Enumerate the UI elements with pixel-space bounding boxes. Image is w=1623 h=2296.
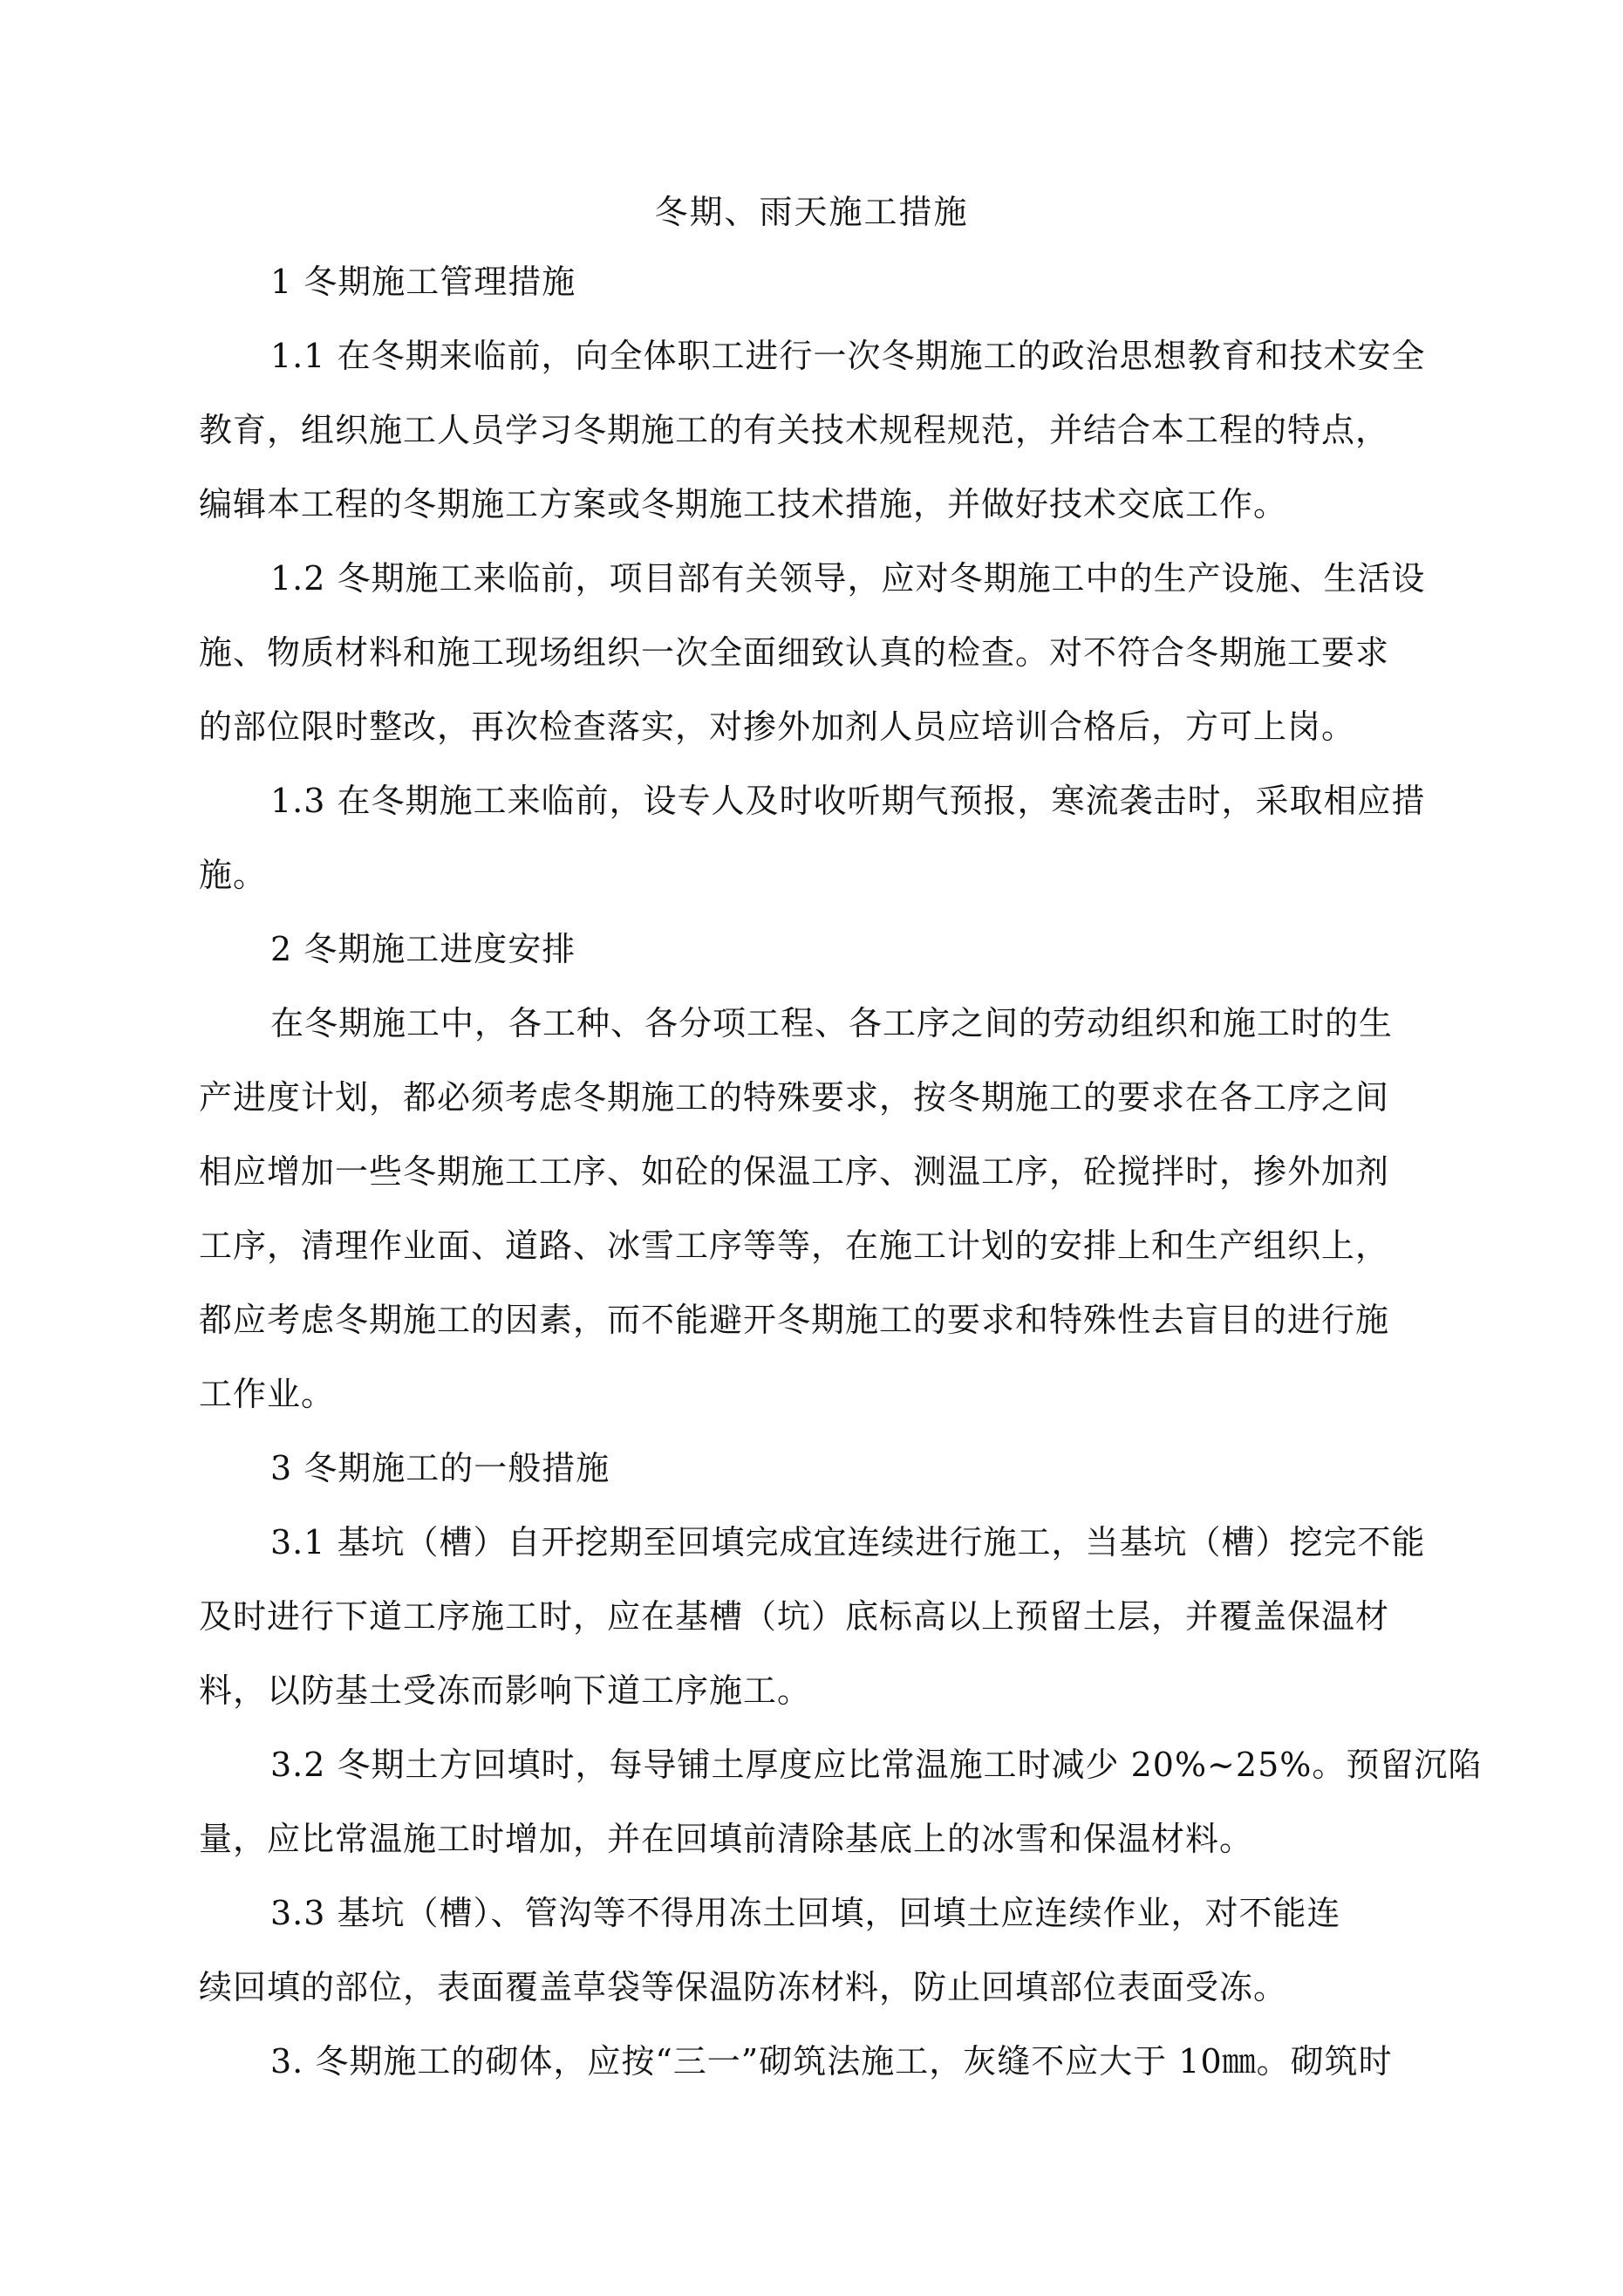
paragraph-line: 工作业。 (199, 1375, 336, 1413)
paragraph-line: 1.3 在冬期施工来临前，设专人及时收听期气预报，寒流袭击时，采取相应措 (270, 782, 1426, 820)
heading-3: 3 冬期施工的一般措施 (270, 1449, 610, 1487)
document-title: 冬期、雨天施工措施 (654, 193, 969, 231)
paragraph-line: 产进度计划，都必须考虑冬期施工的特殊要求，按冬期施工的要求在各工序之间 (199, 1078, 1390, 1117)
paragraph-line: 教育，组织施工人员学习冬期施工的有关技术规程规范，并结合本工程的特点， (199, 411, 1390, 449)
paragraph-line: 施、物质材料和施工现场组织一次全面细致认真的检查。对不符合冬期施工要求 (199, 633, 1390, 672)
paragraph-line: 3.1 基坑（槽）自开挖期至回填完成宜连续进行施工，当基坑（槽）挖完不能 (270, 1523, 1426, 1561)
paragraph-line: 料，以防基土受冻而影响下道工序施工。 (199, 1671, 812, 1710)
paragraph-line: 都应考虑冬期施工的因素，而不能避开冬期施工的要求和特殊性去盲目的进行施 (199, 1301, 1390, 1339)
paragraph-line: 及时进行下道工序施工时，应在基槽（坑）底标高以上预留土层，并覆盖保温材 (199, 1597, 1390, 1636)
paragraph-line: 在冬期施工中，各工种、各分项工程、各工序之间的劳动组织和施工时的生 (270, 1004, 1394, 1042)
paragraph-line: 的部位限时整改，再次检查落实，对掺外加剂人员应培训合格后，方可上岗。 (199, 707, 1356, 746)
paragraph-line: 1.1 在冬期来临前，向全体职工进行一次冬期施工的政治思想教育和技术安全 (270, 337, 1426, 375)
paragraph-line: 3.3 基坑（槽）、管沟等不得用冻土回填，回填土应连续作业，对不能连 (270, 1894, 1341, 1932)
paragraph-line: 3.2 冬期土方回填时，每导铺土厚度应比常温施工时减少 20%~25%。预留沉陷 (270, 1746, 1483, 1784)
heading-1: 1 冬期施工管理措施 (270, 263, 576, 301)
paragraph-line: 相应增加一些冬期施工工序、如砼的保温工序、测温工序，砼搅拌时，掺外加剂 (199, 1152, 1390, 1191)
paragraph-line: 量，应比常温施工时增加，并在回填前清除基底上的冰雪和保温材料。 (199, 1820, 1254, 1858)
paragraph-line: 施。 (199, 856, 268, 894)
paragraph-line: 工序，清理作业面、道路、冰雪工序等等，在施工计划的安排上和生产组织上， (199, 1227, 1390, 1265)
paragraph-line: 编辑本工程的冬期施工方案或冬期施工技术措施，并做好技术交底工作。 (199, 485, 1288, 523)
heading-2: 2 冬期施工进度安排 (270, 930, 576, 968)
paragraph-line: 续回填的部位，表面覆盖草袋等保温防冻材料，防止回填部位表面受冻。 (199, 1968, 1288, 2006)
paragraph-line: 1.2 冬期施工来临前，项目部有关领导，应对冬期施工中的生产设施、生活设 (270, 559, 1426, 598)
paragraph-line: 3. 冬期施工的砌体，应按“三一”砌筑法施工，灰缝不应大于 10㎜。砌筑时 (270, 2042, 1393, 2081)
